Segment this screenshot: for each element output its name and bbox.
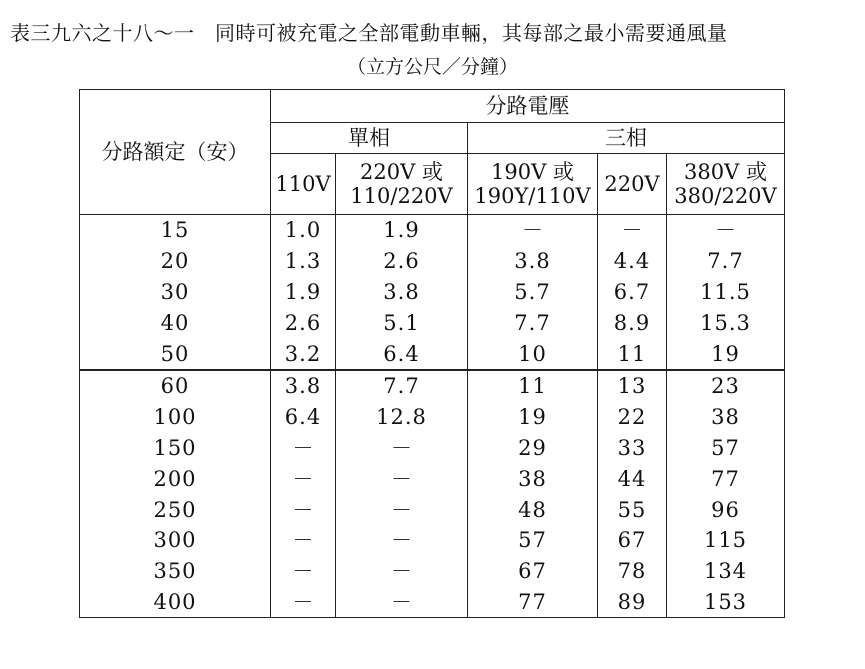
table-cell: 22 [598, 402, 667, 433]
table-row [80, 370, 785, 402]
table-cell: 11 [598, 338, 667, 370]
table-cell: 3.8 [271, 370, 336, 402]
table-cell: － [667, 215, 785, 246]
table-cell: － [271, 494, 336, 525]
table-cell: 29 [468, 433, 598, 464]
table-cell: 55 [598, 494, 667, 525]
table-cell: － [271, 587, 336, 618]
row-rating-cell: 300 [80, 525, 271, 556]
table-cell: 5.1 [336, 307, 468, 338]
table-row [80, 433, 785, 464]
table-row [80, 463, 785, 494]
row-rating-cell: 50 [80, 338, 271, 370]
table-cell: 67 [598, 525, 667, 556]
table-cell: 6.4 [336, 338, 468, 370]
column-header: 190V 或 190Y/110V [468, 154, 598, 215]
table-cell: － [598, 215, 667, 246]
table-cell: 5.7 [468, 277, 598, 308]
table-cell: 6.4 [271, 402, 336, 433]
table-cell: 38 [468, 463, 598, 494]
table-cell: 7.7 [336, 370, 468, 402]
table-cell: 2.6 [271, 307, 336, 338]
table-cell: 4.4 [598, 246, 667, 277]
row-rating-cell: 400 [80, 587, 271, 618]
table-cell: 19 [667, 338, 785, 370]
table-row [80, 525, 785, 556]
table-cell: － [271, 525, 336, 556]
table-cell: 1.3 [271, 246, 336, 277]
table-cell: 10 [468, 338, 598, 370]
ventilation-table [79, 89, 785, 618]
table-cell: 7.7 [468, 307, 598, 338]
table-cell: － [271, 463, 336, 494]
table-cell: 77 [468, 587, 598, 618]
table-cell: 1.9 [271, 277, 336, 308]
column-header: 110V [271, 154, 336, 215]
table-cell: 67 [468, 556, 598, 587]
table-cell: － [336, 463, 468, 494]
table-cell: 1.9 [336, 215, 468, 246]
table-cell: 11 [468, 370, 598, 402]
table-cell: 134 [667, 556, 785, 587]
table-cell: 8.9 [598, 307, 667, 338]
table-row [80, 494, 785, 525]
table-body [80, 215, 785, 618]
table-row [80, 587, 785, 618]
table-cell: 48 [468, 494, 598, 525]
table-cell: － [336, 556, 468, 587]
row-rating-cell: 250 [80, 494, 271, 525]
row-rating-cell: 150 [80, 433, 271, 464]
row-rating-cell: 40 [80, 307, 271, 338]
table-cell: 19 [468, 402, 598, 433]
table-row [80, 215, 785, 246]
row-rating-cell: 30 [80, 277, 271, 308]
table-cell: 44 [598, 463, 667, 494]
table-cell: 115 [667, 525, 785, 556]
table-cell: 57 [468, 525, 598, 556]
table-cell: 78 [598, 556, 667, 587]
table-row [80, 556, 785, 587]
table-cell: 33 [598, 433, 667, 464]
table-cell: － [271, 556, 336, 587]
table-cell: 57 [667, 433, 785, 464]
header-branch-voltage: 分路電壓 [271, 90, 785, 123]
table-cell: 153 [667, 587, 785, 618]
table-cell: 38 [667, 402, 785, 433]
table-row [80, 277, 785, 308]
table-cell: 7.7 [667, 246, 785, 277]
table-cell: － [336, 433, 468, 464]
row-rating-cell: 60 [80, 370, 271, 402]
table-cell: － [468, 215, 598, 246]
table-cell: － [336, 494, 468, 525]
header-three-phase: 三相 [468, 123, 785, 154]
row-rating-cell: 15 [80, 215, 271, 246]
column-header: 220V [598, 154, 667, 215]
column-header: 380V 或 380/220V [667, 154, 785, 215]
table-row [80, 402, 785, 433]
table-row [80, 307, 785, 338]
table-cell: 3.8 [336, 277, 468, 308]
table-cell: 89 [598, 587, 667, 618]
table-cell: 6.7 [598, 277, 667, 308]
table-cell: 11.5 [667, 277, 785, 308]
header-single-phase: 單相 [271, 123, 468, 154]
table-cell: － [271, 433, 336, 464]
row-rating-cell: 200 [80, 463, 271, 494]
table-cell: 3.2 [271, 338, 336, 370]
table-row [80, 338, 785, 370]
table-cell: 1.0 [271, 215, 336, 246]
table-cell: 13 [598, 370, 667, 402]
row-rating-cell: 100 [80, 402, 271, 433]
header-branch-rating: 分路額定（安） [80, 90, 271, 215]
table-cell: － [336, 525, 468, 556]
table-cell: 96 [667, 494, 785, 525]
table-subtitle: （立方公尺／分鐘） [346, 56, 518, 78]
row-rating-cell: 20 [80, 246, 271, 277]
row-rating-cell: 350 [80, 556, 271, 587]
table-cell: 77 [667, 463, 785, 494]
table-cell: 23 [667, 370, 785, 402]
column-header: 220V 或 110/220V [336, 154, 468, 215]
table-title: 表三九六之十八～一 同時可被充電之全部電動車輛，其每部之最小需要通風量 [10, 21, 728, 45]
table-cell: － [336, 587, 468, 618]
table-cell: 3.8 [468, 246, 598, 277]
table-cell: 12.8 [336, 402, 468, 433]
table-cell: 2.6 [336, 246, 468, 277]
table-cell: 15.3 [667, 307, 785, 338]
table-row [80, 246, 785, 277]
